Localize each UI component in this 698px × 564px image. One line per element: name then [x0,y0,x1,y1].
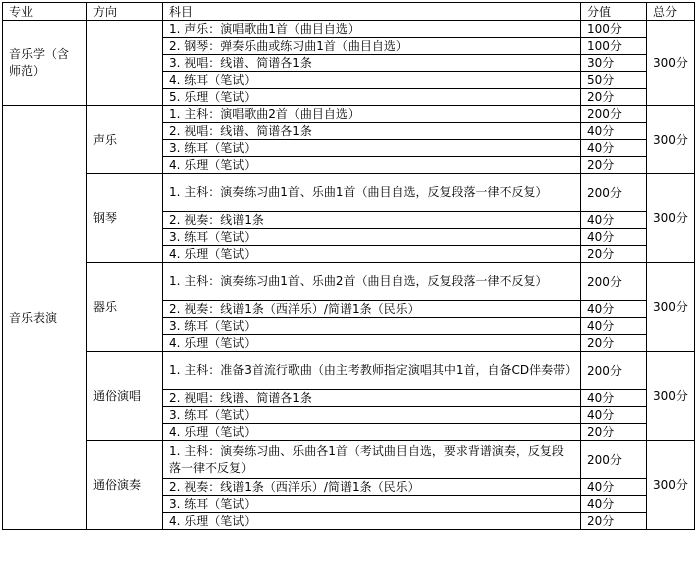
subject-cell: 3. 练耳（笔试） [163,318,581,335]
score-cell: 50分 [581,72,647,89]
subject-cell: 3. 视唱：线谱、简谱各1条 [163,55,581,72]
direction-cell: 通俗演唱 [87,352,163,441]
subject-cell: 4. 乐理（笔试） [163,335,581,352]
score-cell: 100分 [581,21,647,38]
score-cell: 20分 [581,246,647,263]
subject-cell: 1. 主科：演奏练习曲1首、乐曲2首（曲目自选，反复段落一律不反复） [163,263,581,301]
subject-cell: 4. 乐理（笔试） [163,157,581,174]
header-score: 分值 [581,3,647,21]
score-cell: 100分 [581,38,647,55]
subject-cell: 1. 主科：演奏练习曲1首、乐曲1首（曲目自选，反复段落一律不反复） [163,174,581,212]
header-row [3,3,695,21]
subject-cell: 4. 乐理（笔试） [163,424,581,441]
subject-cell: 1. 主科：演唱歌曲2首（曲目自选） [163,106,581,123]
subject-cell: 2. 视唱：线谱、简谱各1条 [163,390,581,407]
subject-cell: 2. 视奏：线谱1条 [163,212,581,229]
score-cell: 40分 [581,479,647,496]
score-cell: 40分 [581,390,647,407]
score-cell: 40分 [581,229,647,246]
score-cell: 40分 [581,301,647,318]
score-cell: 40分 [581,212,647,229]
score-cell: 20分 [581,157,647,174]
subject-cell: 1. 主科：准备3首流行歌曲（由主考教师指定演唱其中1首，自备CD伴奏带） [163,352,581,390]
score-cell: 40分 [581,123,647,140]
total-cell: 300分 [647,441,695,530]
score-cell: 40分 [581,318,647,335]
table-row [3,106,695,123]
subject-cell: 5. 乐理（笔试） [163,89,581,106]
score-cell: 20分 [581,424,647,441]
header-direction: 方向 [87,3,163,21]
score-cell: 200分 [581,263,647,301]
subject-cell: 3. 练耳（笔试） [163,496,581,513]
subject-cell: 2. 视唱：线谱、简谱各1条 [163,123,581,140]
subject-cell: 1. 声乐：演唱歌曲1首（曲目自选） [163,21,581,38]
total-cell: 300分 [647,352,695,441]
total-cell: 300分 [647,21,695,106]
score-cell: 40分 [581,496,647,513]
table-row [3,263,695,301]
direction-cell: 通俗演奏 [87,441,163,530]
major-cell-musicology: 音乐学（含师范） [3,21,87,106]
score-cell: 200分 [581,441,647,479]
direction-cell: 声乐 [87,106,163,174]
score-cell: 200分 [581,352,647,390]
score-cell: 40分 [581,140,647,157]
direction-cell: 钢琴 [87,174,163,263]
subject-cell: 2. 视奏：线谱1条（西洋乐）/简谱1条（民乐） [163,479,581,496]
table-row [3,174,695,212]
exam-subjects-table [2,2,695,530]
subject-cell: 2. 视奏：线谱1条（西洋乐）/简谱1条（民乐） [163,301,581,318]
subject-cell: 4. 乐理（笔试） [163,513,581,530]
header-major: 专业 [3,3,87,21]
subject-cell: 3. 练耳（笔试） [163,229,581,246]
subject-cell: 2. 钢琴：弹奏乐曲或练习曲1首（曲目自选） [163,38,581,55]
header-total: 总分 [647,3,695,21]
table-row [3,441,695,479]
subject-cell: 4. 乐理（笔试） [163,246,581,263]
score-cell: 20分 [581,513,647,530]
score-cell: 200分 [581,174,647,212]
score-cell: 30分 [581,55,647,72]
direction-cell-empty [87,21,163,106]
table-row [3,352,695,390]
header-subject: 科目 [163,3,581,21]
direction-cell: 器乐 [87,263,163,352]
subject-cell: 3. 练耳（笔试） [163,140,581,157]
total-cell: 300分 [647,174,695,263]
major-cell-performance: 音乐表演 [3,106,87,530]
subject-cell: 4. 练耳（笔试） [163,72,581,89]
total-cell: 300分 [647,106,695,174]
score-cell: 20分 [581,89,647,106]
score-cell: 40分 [581,407,647,424]
score-cell: 20分 [581,335,647,352]
subject-cell: 3. 练耳（笔试） [163,407,581,424]
total-cell: 300分 [647,263,695,352]
table-row [3,21,695,38]
subject-cell: 1. 主科：演奏练习曲、乐曲各1首（考试曲目自选，要求背谱演奏，反复段落一律不反复） [163,441,581,479]
score-cell: 200分 [581,106,647,123]
